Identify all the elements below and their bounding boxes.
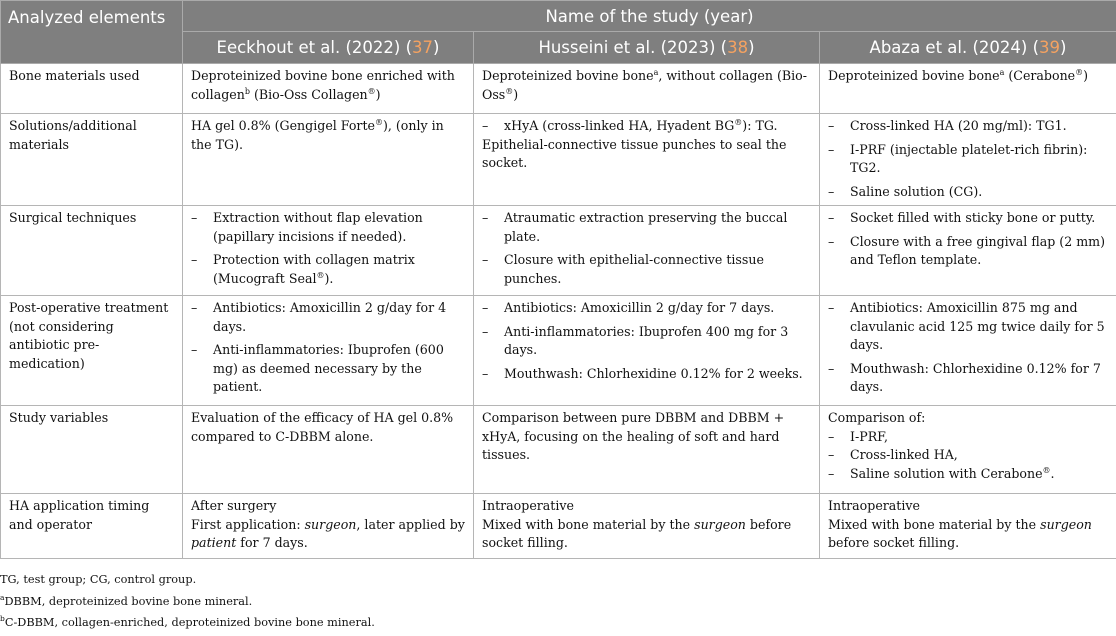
cell-text: ), (only in the TG). [191,118,444,152]
cell-eeckhout [183,494,474,559]
cell-text: ) [513,86,519,102]
study-paren: ) [433,38,440,57]
header-study-abaza [820,32,1116,64]
list-item: – Saline solution (CG). [828,183,1108,202]
cell-abaza [820,206,1116,296]
list-item: – Mouthwash: Chlorhexidine 0.12% for 2 weeks. [482,365,811,384]
row-label: Post-operative treatment (not considering antibiotic pre-medication) [1,296,183,406]
cell-text: ) [375,86,381,102]
reference-link[interactable]: 39 [1039,38,1061,57]
emphasis: surgeon [304,516,357,532]
study-name: Husseini et al. (2023) ( [538,38,728,57]
study-paren: ) [748,38,755,57]
list-item: – I-PRF, [828,428,1108,447]
emphasis: surgeon [1040,516,1092,532]
cell-text: (Bio-Oss Collagen [249,86,368,102]
list-item: – Anti-inflammatories: Ibuprofen (600 mg) as deemed necessary by the patient. [191,341,465,397]
cell-text: Intraoperative [828,498,920,513]
list-item [191,251,465,288]
list-item [482,117,811,136]
footnote-a [0,591,375,613]
row-label: Surgical techniques [1,206,183,296]
list-item: – I-PRF (injectable platelet-rich fibrin): TG2. [828,141,1108,178]
footnote-mark: a [0,592,5,602]
registered-mark: ® [1042,465,1051,475]
cell-text [482,516,811,553]
reference-link[interactable]: 37 [412,38,434,57]
list-item [828,465,1108,484]
footnote-text: DBBM, deproteinized bovine bone mineral. [4,594,253,608]
cell-husseini [474,114,820,206]
header-study-group: Name of the study (year) [183,1,1116,32]
registered-mark: ® [1075,67,1084,77]
cell-text: for 7 days. [236,535,308,550]
list-item: – Antibiotics: Amoxicillin 2 g/day for 4 days. [191,299,465,336]
cell-eeckhout: Evaluation of the efficacy of HA gel 0.8% compared to C-DBBM alone. [183,406,474,494]
registered-mark: ® [316,270,325,280]
cell-text: Comparison of: [828,410,926,425]
study-name: Eeckhout et al. (2022) ( [216,38,413,57]
footnote-mark: a [999,67,1005,77]
cell-eeckhout [183,296,474,406]
list-item: – Mouthwash: Chlorhexidine 0.12% for 7 days. [828,360,1108,397]
table-row-timing [1,494,1116,559]
cell-text [828,516,1108,553]
cell-text: Deproteinized bovine bone [482,68,654,83]
cell-text [191,516,465,553]
cell-text: ): TG. [742,118,778,133]
cell-eeckhout [183,206,474,296]
emphasis: surgeon [694,516,746,532]
cell-text: . [1050,465,1055,481]
list-item: – Antibiotics: Amoxicillin 875 mg and clavulanic acid 125 mg twice daily for 5 days. [828,299,1108,355]
cell-husseini [474,206,820,296]
list-item: – Closure with epithelial-connective tissue punches. [482,251,811,288]
row-label: Bone materials used [1,64,183,114]
cell-text: Mixed with bone material by the [828,516,1041,532]
cell-text: ). [324,270,334,286]
study-name: Abaza et al. (2024) ( [869,38,1040,57]
list-item: – Cross-linked HA (20 mg/ml): TG1. [828,117,1108,136]
cell-text: First application: [191,516,305,532]
cell-husseini [474,494,820,559]
table-row-variables [1,406,1116,494]
cell-text: Saline solution with Cerabone [850,465,1043,481]
table-row-bone-materials [1,64,1116,114]
emphasis: patient [191,535,237,550]
table-row-surgical [1,206,1116,296]
cell-text: before socket filling. [828,535,960,550]
cell-text: , without collagen (Bio-Oss [482,68,807,102]
list-item: – Antibiotics: Amoxicillin 2 g/day for 7 days. [482,299,811,318]
cell-text: Intraoperative [482,498,574,513]
cell-husseini [474,296,820,406]
cell-eeckhout [183,64,474,114]
cell-text: Deproteinized bovine bone [828,68,1000,83]
cell-text: Mixed with bone material by the [482,516,695,532]
cell-husseini: Comparison between pure DBBM and DBBM + xHyA, focusing on the healing of soft and hard tissues. [474,406,820,494]
registered-mark: ® [374,117,383,127]
cell-text: Protection with collagen matrix (Mucograft Seal [213,252,415,286]
footnote-mark: a [653,67,659,77]
row-label: Solutions/additional materials [1,114,183,206]
cell-text: After surgery [191,498,277,513]
list-item: – Cross-linked HA, [828,446,1108,465]
cell-text: (Cerabone [1004,68,1076,83]
cell-text: , later applied by [356,516,465,532]
header-study-husseini [474,32,820,64]
list-item: – Closure with a free gingival flap (2 mm) and Teflon template. [828,233,1108,270]
cell-text: ) [1083,68,1089,83]
table-footnotes [0,569,375,634]
cell-eeckhout [183,114,474,206]
row-label: Study variables [1,406,183,494]
list-item: – Anti-inflammatories: Ibuprofen 400 mg for 3 days. [482,323,811,360]
table-row-solutions [1,114,1116,206]
cell-husseini [474,64,820,114]
cell-abaza [820,64,1116,114]
table-row-postop [1,296,1116,406]
cell-abaza [820,406,1116,494]
footnote-b [0,612,375,634]
header-analyzed-elements: Analyzed elements [1,1,183,64]
cell-text: xHyA (cross-linked HA, Hyadent BG [504,118,735,133]
list-item: – Extraction without flap elevation (papillary incisions if needed). [191,209,465,246]
cell-abaza [820,494,1116,559]
cell-text: Epithelial-connective tissue punches to seal the socket. [482,136,787,170]
cell-text: HA gel 0.8% (Gengigel Forte [191,118,375,133]
registered-mark: ® [505,86,514,96]
cell-abaza [820,114,1116,206]
cell-text: Deproteinized bovine bone enriched with collagen [191,68,455,102]
footnote-abbreviations: TG, test group; CG, control group. [0,573,197,586]
footnote-text: C-DBBM, collagen-enriched, deproteinized bovine bone mineral. [4,616,375,629]
list-item: – Atraumatic extraction preserving the buccal plate. [482,209,811,246]
registered-mark: ® [367,86,376,96]
study-paren: ) [1060,38,1067,57]
header-study-eeckhout [183,32,474,64]
footnote-mark: b [244,86,250,96]
footnote-mark: b [0,614,5,624]
row-label: HA application timing and operator [1,494,183,559]
list-item: – Socket filled with sticky bone or putty. [828,209,1108,228]
registered-mark: ® [734,117,743,127]
cell-text: before socket filling. [482,516,792,550]
cell-abaza [820,296,1116,406]
reference-link[interactable]: 38 [727,38,749,57]
